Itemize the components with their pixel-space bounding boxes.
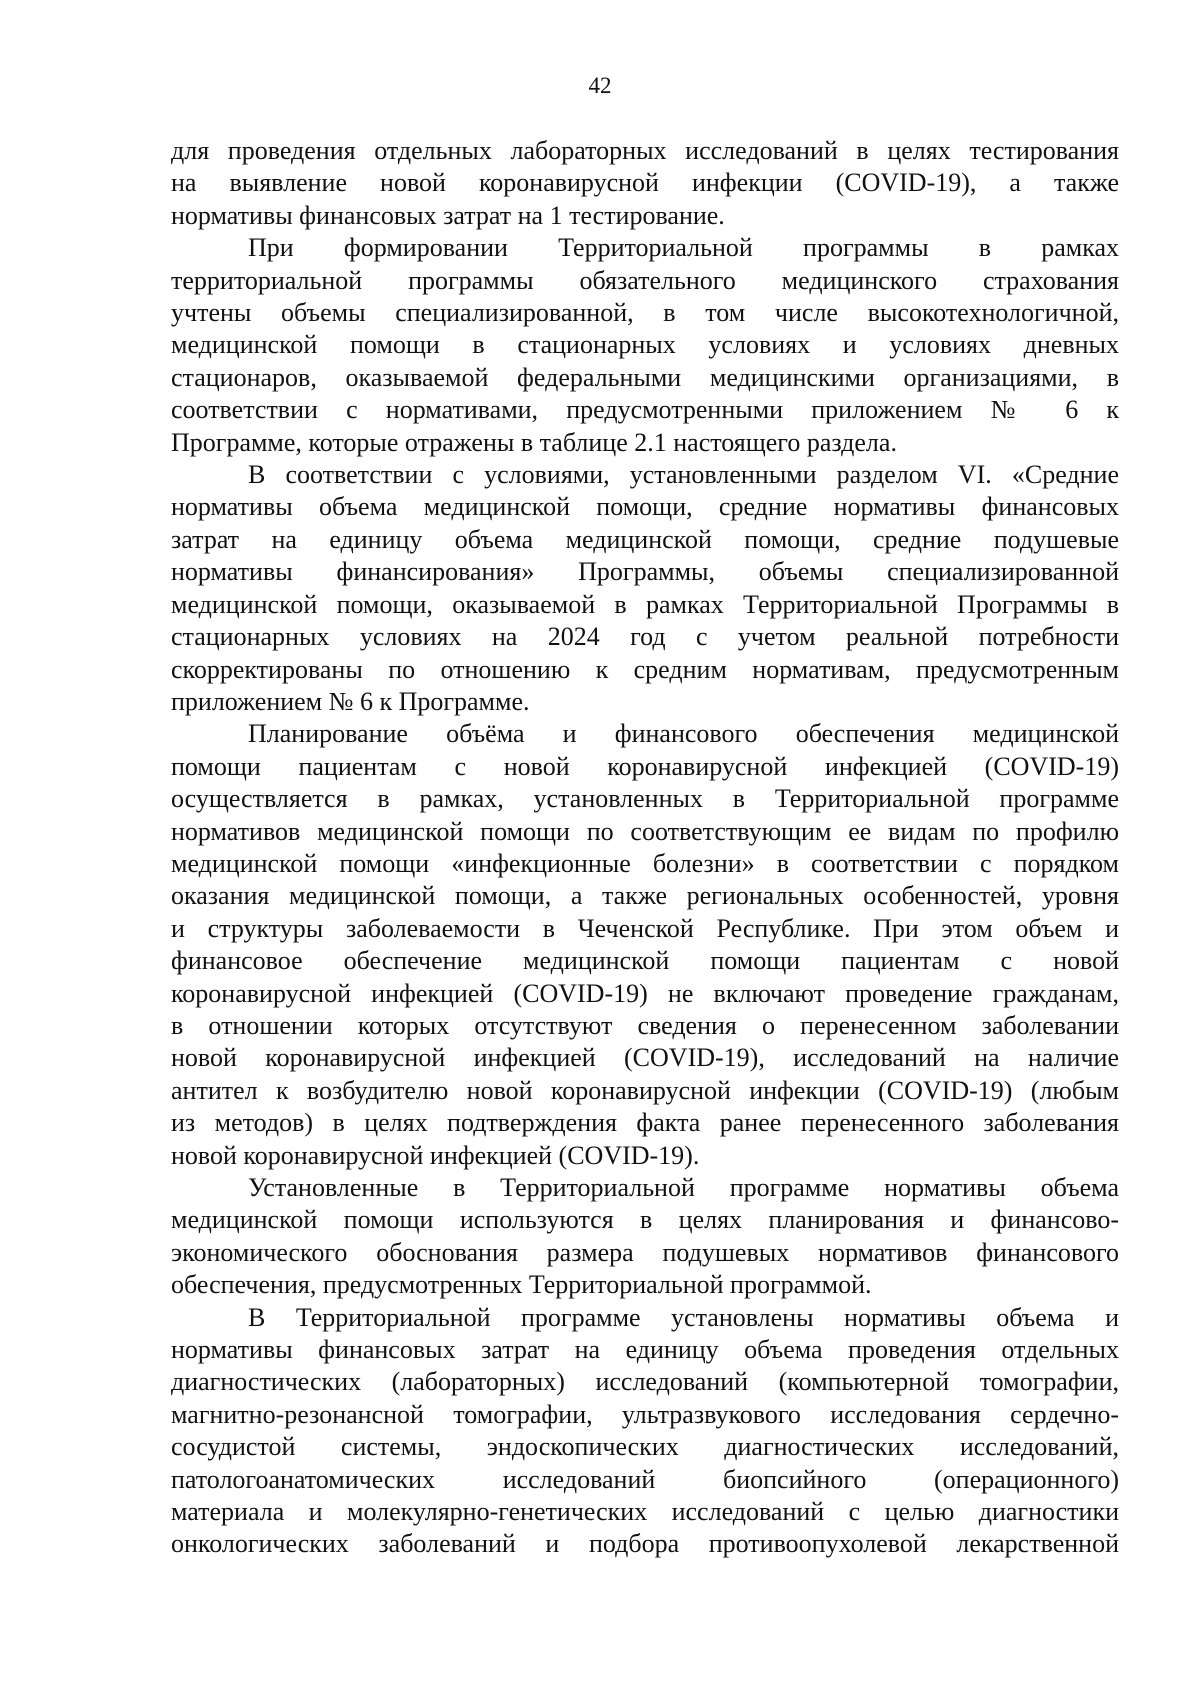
text-line: коронавирусной инфекцией (COVID-19) не включают проведение гражданам, — [171, 978, 1119, 1008]
text-line: на выявление новой коронавирусной инфекции (COVID-19), а также — [171, 168, 1119, 198]
text-line: нормативы финансовых затрат на 1 тестирование. — [171, 200, 725, 230]
text-line: материала и молекулярно-генетических исследований с целью диагностики — [171, 1497, 1119, 1527]
text-line: новой коронавирусной инфекцией (COVID-19), исследований на наличие — [171, 1043, 1119, 1073]
text-line: сосудистой системы, эндоскопических диагностических исследований, — [171, 1432, 1119, 1462]
text-line: осуществляется в рамках, установленных в Территориальной программе — [171, 784, 1119, 814]
text-line: Установленные в Территориальной программе нормативы объема — [248, 1173, 1119, 1202]
text-line: экономического обоснования размера подушевых нормативов финансового — [171, 1237, 1119, 1267]
document-body — [171, 135, 1119, 1561]
text-line: онкологических заболеваний и подбора противоопухолевой лекарственной — [171, 1529, 1119, 1559]
text-line: стационаров, оказываемой федеральными медицинскими организациями, в — [171, 362, 1119, 392]
text-line: оказания медицинской помощи, а также региональных особенностей, уровня — [171, 881, 1119, 911]
text-line: медицинской помощи в стационарных условиях и условиях дневных — [171, 330, 1119, 360]
text-line: территориальной программы обязательного медицинского страхования — [171, 265, 1119, 295]
text-line: нормативов медицинской помощи по соответствующим ее видам по профилю — [171, 816, 1119, 846]
paragraph — [171, 135, 1119, 232]
text-line: учтены объемы специализированной, в том числе высокотехнологичной, — [171, 298, 1119, 328]
text-line: медицинской помощи «инфекционные болезни» в соответствии с порядком — [171, 848, 1119, 878]
text-line: диагностических (лабораторных) исследований (компьютерной томографии, — [171, 1367, 1119, 1397]
text-line: соответствии с нормативами, предусмотренными приложением № 6 к — [171, 395, 1119, 425]
text-line: в отношении которых отсутствуют сведения о перенесенном заболевании — [171, 1010, 1119, 1040]
text-line: нормативы финансовых затрат на единицу объема проведения отдельных — [171, 1335, 1119, 1365]
text-line: нормативы финансирования» Программы, объемы специализированной — [171, 557, 1119, 587]
text-line: и структуры заболеваемости в Чеченской Республике. При этом объем и — [171, 913, 1119, 943]
text-line: затрат на единицу объема медицинской помощи, средние подушевые — [171, 524, 1119, 554]
text-line: антител к возбудителю новой коронавирусной инфекции (COVID-19) (любым — [171, 1075, 1119, 1105]
text-line: финансовое обеспечение медицинской помощи пациентам с новой — [171, 946, 1119, 976]
text-line: Программе, которые отражены в таблице 2.1 настоящего раздела. — [171, 427, 897, 457]
page-number: 42 — [588, 73, 612, 98]
text-line: обеспечения, предусмотренных Территориальной программой. — [171, 1270, 872, 1300]
text-line: магнитно-резонансной томографии, ультразвукового исследования сердечно- — [171, 1399, 1119, 1429]
paragraph — [171, 459, 1119, 718]
paragraph — [171, 718, 1119, 1172]
text-line: скорректированы по отношению к средним нормативам, предусмотренным — [171, 654, 1119, 684]
text-line: нормативы объема медицинской помощи, средние нормативы финансовых — [171, 492, 1119, 522]
text-line: В соответствии с условиями, установленными разделом VI. «Средние — [248, 460, 1119, 490]
text-line: помощи пациентам с новой коронавирусной инфекцией (COVID-19) — [171, 751, 1119, 781]
text-line: При формировании Территориальной программы в рамках — [248, 233, 1119, 263]
text-line: В Территориальной программе установлены нормативы объема и — [248, 1302, 1119, 1332]
text-line: патологоанатомических исследований биопсийного (операционного) — [171, 1464, 1119, 1494]
text-line: Планирование объёма и финансового обеспечения медицинской — [248, 719, 1119, 749]
text-line: медицинской помощи, оказываемой в рамках Территориальной Программы в — [171, 589, 1119, 619]
text-line: для проведения отдельных лабораторных исследований в целях тестирования — [171, 136, 1119, 165]
text-line: медицинской помощи используются в целях планирования и финансово- — [171, 1205, 1119, 1235]
paragraph — [171, 232, 1119, 459]
text-line: приложением № 6 к Программе. — [171, 686, 530, 716]
text-line: стационарных условиях на 2024 год с учетом реальной потребности — [171, 622, 1119, 652]
paragraph — [171, 1302, 1119, 1561]
text-line: новой коронавирусной инфекцией (COVID-19). — [171, 1140, 700, 1170]
paragraph — [171, 1172, 1119, 1302]
text-line: из методов) в целях подтверждения факта ранее перенесенного заболевания — [171, 1108, 1119, 1138]
